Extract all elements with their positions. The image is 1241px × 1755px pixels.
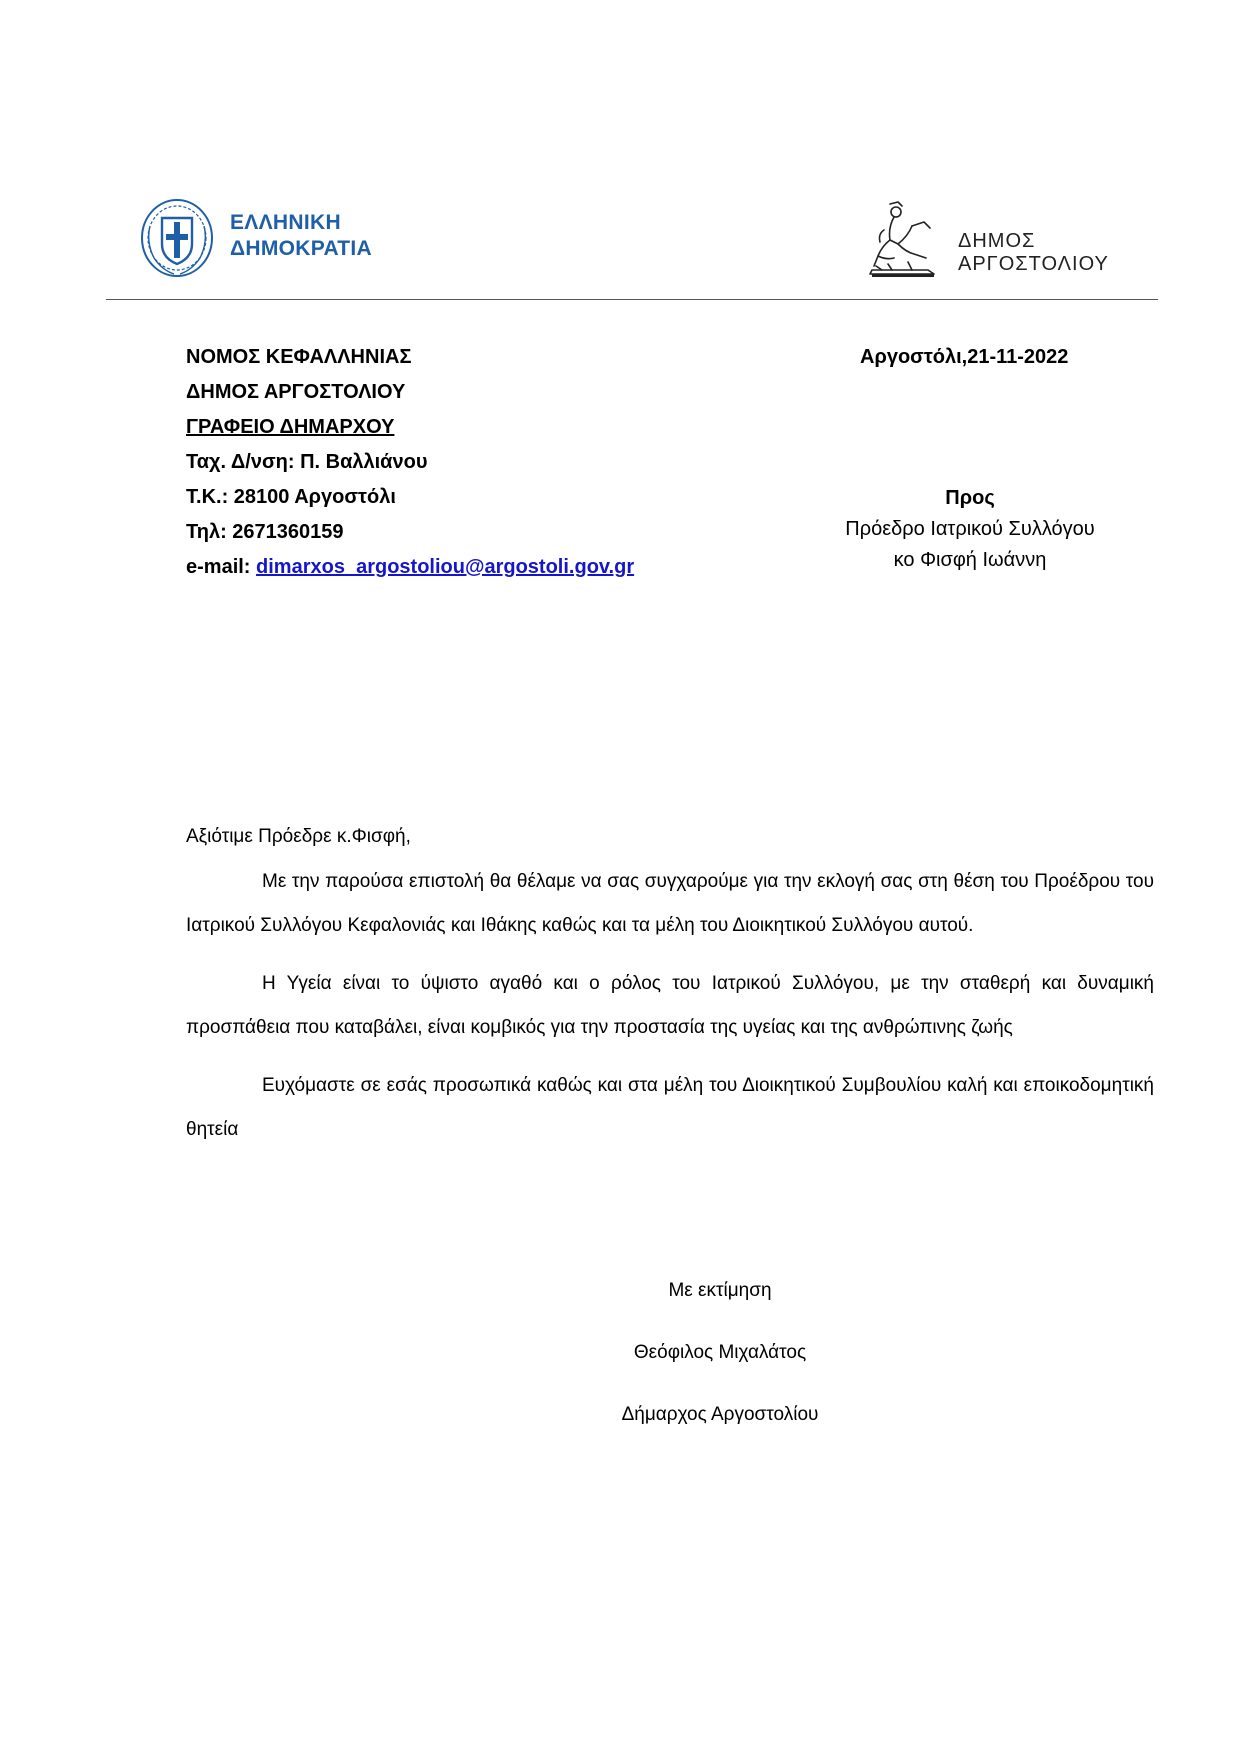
sender-email-label: e-mail: <box>186 556 257 578</box>
greek-coat-of-arms-icon <box>138 196 216 280</box>
sender-postal-code: Τ.Κ.: 28100 Αργοστόλι <box>186 486 396 508</box>
letter-paragraph-1: Με την παρούσα επιστολή θα θέλαμε να σας συγχαρούμε για την εκλογή σας στη θέση του Προέδρου του Ιατρικού Συλλόγου Κεφαλονιάς και Ιθάκης καθώς και τα μέλη του Διοικητικού Συλλόγου αυτού. <box>186 871 1154 936</box>
sender-email-row <box>186 552 746 587</box>
sender-email-link[interactable]: dimarxos_argostoliou@argostoli.gov.gr <box>256 556 635 578</box>
sender-block <box>186 342 746 587</box>
recipient-line-2: κο Φισφή Ιωάννη <box>893 549 1047 571</box>
sender-phone: Τηλ: 2671360159 <box>186 521 344 543</box>
municipality-argostoli-logo <box>868 200 1118 280</box>
letter-body <box>186 822 1154 1152</box>
letter-paragraph-3: Ευχόμαστε σε εσάς προσωπικά καθώς και στα μέλη του Διοικητικού Συμβουλίου καλή και εποικοδομητική θητεία <box>186 1075 1154 1140</box>
hermes-statue-icon <box>868 200 938 278</box>
dimos-logo-line-2: ΑΡΓΟΣΤΟΛΙΟΥ <box>958 253 1109 275</box>
recipient-to-label: Προς <box>945 487 995 509</box>
hellenic-republic-logo <box>138 196 388 286</box>
municipality-wordmark <box>958 230 1109 276</box>
letter-signatory: Θεόφιλος Μιχαλάτος <box>633 1342 807 1363</box>
letter-date: Αργοστόλι,21-11-2022 <box>860 346 1069 368</box>
header-divider <box>106 299 1158 300</box>
recipient-block <box>800 482 1140 576</box>
recipient-line-1: Πρόεδρο Ιατρικού Συλλόγου <box>845 518 1095 540</box>
hellenic-republic-wordmark <box>230 210 372 262</box>
letter-closing: Με εκτίμηση <box>668 1280 772 1301</box>
sender-prefecture: ΝΟΜΟΣ ΚΕΦΑΛΛΗΝΙΑΣ <box>186 346 412 368</box>
letter-paragraph-2: Η Υγεία είναι το ύψιστο αγαθό και ο ρόλος του Ιατρικού Συλλόγου, με την σταθερή και δυναμική προσπάθεια που καταβάλει, είναι κομβικός για την προστασία της υγείας και της ανθρώπινης ζωής <box>186 973 1154 1038</box>
sender-municipality: ΔΗΜΟΣ ΑΡΓΟΣΤΟΛΙΟΥ <box>186 381 406 403</box>
gov-logo-line-2: ΔΗΜΟΚΡΑΤΙΑ <box>230 237 372 260</box>
dimos-logo-line-1: ΔΗΜΟΣ <box>958 230 1036 252</box>
sender-address: Ταχ. Δ/νση: Π. Βαλλιάνου <box>186 451 428 473</box>
letter-salutation: Αξιότιμε Πρόεδρε κ.Φισφή, <box>186 826 411 847</box>
sender-office: ΓΡΑΦΕΙΟ ΔΗΜΑΡΧΟΥ <box>186 416 395 438</box>
gov-logo-line-1: ΕΛΛΗΝΙΚΗ <box>230 211 341 234</box>
letter-signatory-title: Δήμαρχος Αργοστολίου <box>621 1404 819 1425</box>
